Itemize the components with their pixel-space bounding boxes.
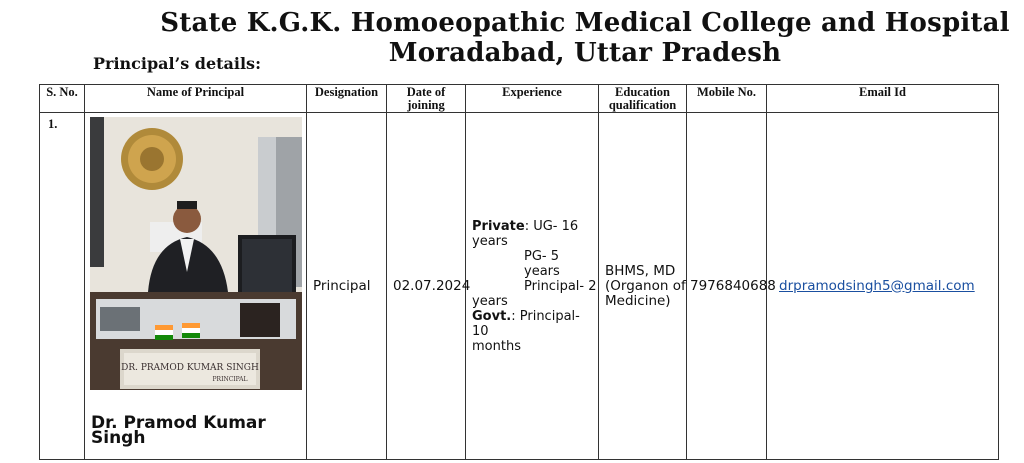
education-line3: Medicine) bbox=[605, 292, 671, 309]
section-heading: Principal’s details: bbox=[93, 54, 261, 73]
header-experience: Experience bbox=[466, 85, 599, 113]
page-title-location: Moradabad, Uttar Pradesh bbox=[388, 38, 782, 68]
cell-date-of-joining: 02.07.2024 bbox=[387, 113, 466, 460]
principal-name: Dr. Pramod Kumar Singh bbox=[91, 413, 266, 448]
principal-details-table bbox=[39, 84, 999, 460]
table-header-row bbox=[40, 85, 999, 113]
exp-private-label: Private bbox=[472, 218, 525, 234]
header-email: Email Id bbox=[767, 85, 999, 113]
nameplate-title-text: PRINCIPAL bbox=[212, 376, 248, 383]
cell-education bbox=[599, 113, 687, 460]
principal-photo bbox=[90, 117, 302, 390]
header-name: Name of Principal bbox=[85, 85, 307, 113]
exp-pg: PG- 5 years bbox=[524, 248, 560, 279]
nameplate-name-text: DR. PRAMOD KUMAR SINGH bbox=[121, 363, 259, 373]
education-line2: (Organon of bbox=[605, 277, 686, 294]
exp-govt-months: months bbox=[472, 338, 521, 354]
page-title: State K.G.K. Homoeopathic Medical College and Hospital bbox=[160, 8, 1010, 38]
header-mobile: Mobile No. bbox=[687, 85, 767, 113]
header-date-of-joining: Date of joining bbox=[387, 85, 466, 113]
cell-email bbox=[767, 113, 999, 460]
header-designation: Designation bbox=[307, 85, 387, 113]
exp-principal-private-years: years bbox=[472, 293, 508, 309]
header-sno: S. No. bbox=[40, 85, 85, 113]
education-line1: BHMS, MD bbox=[605, 262, 676, 279]
exp-ug: : UG- 16 years bbox=[472, 218, 579, 249]
email-link[interactable]: drpramodsingh5@gmail.com bbox=[779, 277, 975, 294]
cell-mobile: 7976840688 bbox=[687, 113, 767, 460]
header-education: Education qualification bbox=[599, 85, 687, 113]
cell-designation: Principal bbox=[307, 113, 387, 460]
cell-experience bbox=[466, 113, 599, 460]
cell-sno: 1. bbox=[40, 113, 85, 460]
exp-govt-label: Govt. bbox=[472, 308, 512, 324]
exp-principal-private: Principal- 2 bbox=[524, 278, 597, 294]
cell-name bbox=[85, 113, 307, 460]
table-row bbox=[40, 113, 999, 460]
exp-govt-value: : Principal- 10 bbox=[472, 308, 580, 339]
